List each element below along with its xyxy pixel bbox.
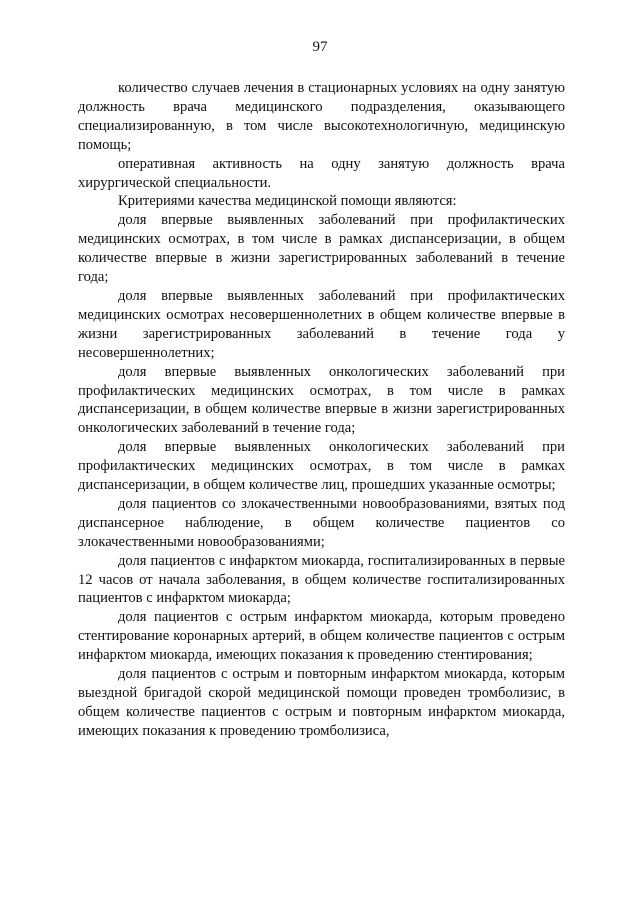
paragraph-malignant-dispensary: доля пациентов со злокачественными новообразованиями, взятых под диспансерное наблюдение, в общем количестве пациентов со злокачественными новообразованиями; [78,495,565,550]
paragraph-surgical-activity: оперативная активность на одну занятую должность врача хирургической специальности. [78,155,565,191]
page-body [78,79,565,741]
paragraph-oncology-registered: доля впервые выявленных онкологических заболеваний при профилактических медицинских осмотрах, в том числе в рамках диспансеризации, в общем количестве впервые в жизни зарегистрированных онкологических заболеваний в течение года; [78,363,565,437]
paragraph-mi-stenting: доля пациентов с острым инфарктом миокарда, которым проведено стентирование коронарных артерий, в общем количестве пациентов с острым инфарктом миокарда, имеющих показания к проведению стентирования; [78,609,565,664]
page-number: 97 [312,39,328,55]
paragraph-mi-hospitalized-12h: доля пациентов с инфарктом миокарда, госпитализированных в первые 12 часов от начала заболевания, в общем количестве госпитализированных пациентов с инфарктом миокарда; [78,552,565,607]
paragraph-quality-criteria-heading: Критериями качества медицинской помощи являются: [118,193,457,210]
paragraph-mi-thrombolysis: доля пациентов с острым и повторным инфарктом миокарда, которым выездной бригадой скорой медицинской помощи проведен тромболизис, в общем количестве пациентов с острым и повторным инфарктом миокарда, имеющих показания к проведению тромболизиса, [78,666,565,739]
paragraph-diseases-first-detected: доля впервые выявленных заболеваний при профилактических медицинских осмотрах, в том числе в рамках диспансеризации, в общем количестве впервые в жизни зарегистрированных заболеваний в течение года; [78,212,565,286]
paragraph-diseases-minors: доля впервые выявленных заболеваний при профилактических медицинских осмотрах несовершеннолетних в общем количестве впервые в жизни зарегистрированных заболеваний в течение года у несовершеннолетних; [78,287,565,361]
paragraph-oncology-examined: доля впервые выявленных онкологических заболеваний при профилактических медицинских осмотрах, в том числе в рамках диспансеризации, в общем количестве лиц, прошедших указанные осмотры; [78,439,565,494]
paragraph-inpatient-cases: количество случаев лечения в стационарных условиях на одну занятую должность врача медицинского подразделения, оказывающего специализированную, в том числе высокотехнологичную, медицинскую помощь; [78,80,565,153]
